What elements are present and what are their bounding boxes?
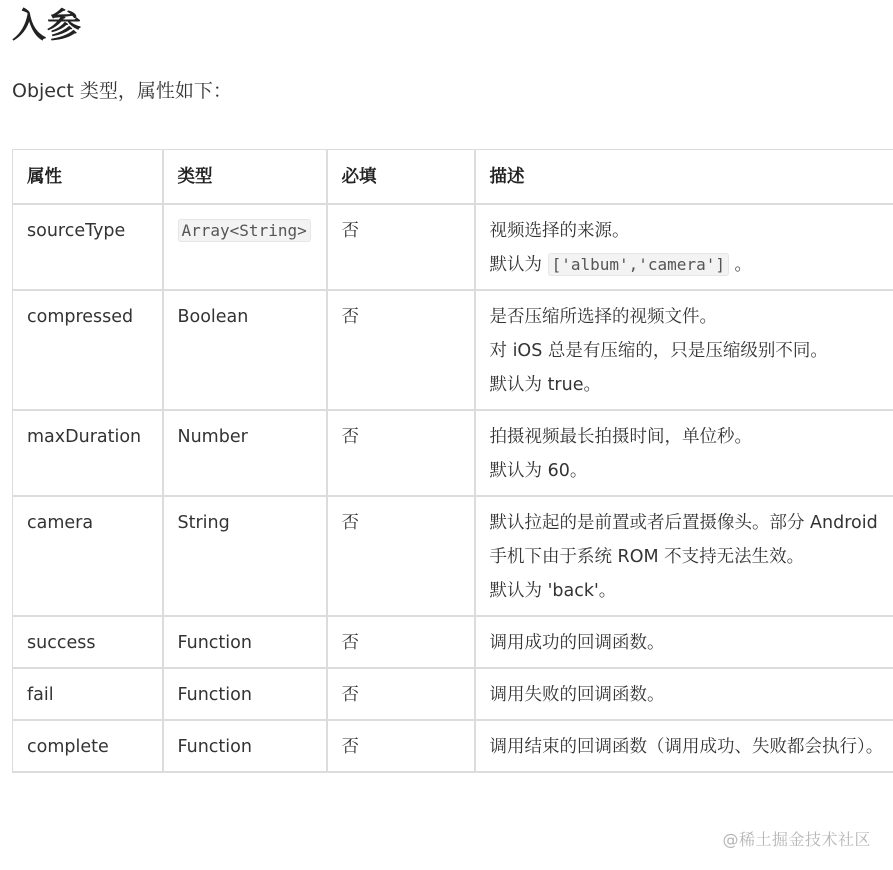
desc-line: 是否压缩所选择的视频文件。: [489, 307, 717, 327]
cell-type: Boolean: [163, 290, 327, 410]
header-required: 必填: [327, 150, 475, 205]
cell-required: 否: [327, 668, 475, 720]
desc-line: 默认为 'back'。: [489, 581, 617, 601]
table-row: [13, 290, 893, 410]
cell-required: 否: [327, 720, 475, 772]
desc-line: 默认为 true。: [489, 375, 601, 395]
cell-type: String: [163, 496, 327, 616]
default-suffix: 。: [728, 255, 753, 275]
cell-attr: maxDuration: [13, 410, 163, 496]
cell-required: 否: [327, 616, 475, 668]
page-heading: 入参: [12, 6, 82, 46]
desc-line: 调用成功的回调函数。: [489, 633, 665, 653]
cell-required: 否: [327, 290, 475, 410]
cell-attr: success: [13, 616, 163, 668]
cell-type: Function: [163, 616, 327, 668]
table-row: [13, 668, 893, 720]
cell-desc: [475, 290, 893, 410]
cell-type: Number: [163, 410, 327, 496]
table-row: [13, 204, 893, 290]
desc-line: 对 iOS 总是有压缩的，只是压缩级别不同。: [489, 341, 828, 361]
cell-type: Function: [163, 720, 327, 772]
cell-desc: [475, 496, 893, 616]
cell-attr: sourceType: [13, 204, 163, 290]
desc-default-line: [490, 248, 893, 282]
desc-line: 调用失败的回调函数。: [489, 685, 665, 705]
cell-attr: camera: [13, 496, 163, 616]
desc-line: 默认为 60。: [489, 461, 588, 481]
cell-required: 否: [327, 410, 475, 496]
desc-line: 视频选择的来源。: [489, 221, 630, 241]
table-row: [13, 616, 893, 668]
cell-desc: [475, 668, 893, 720]
cell-desc: [475, 720, 893, 772]
intro-text: Object 类型，属性如下：: [12, 80, 232, 102]
cell-required: 否: [327, 204, 475, 290]
table-row: [13, 496, 893, 616]
cell-attr: complete: [13, 720, 163, 772]
header-type: 类型: [163, 150, 327, 205]
cell-attr: compressed: [13, 290, 163, 410]
cell-type: [163, 204, 327, 290]
header-desc: 描述: [475, 150, 893, 205]
table-header-row: [13, 150, 893, 205]
desc-line: 拍摄视频最长拍摄时间，单位秒。: [489, 427, 752, 447]
desc-line: 调用结束的回调函数（调用成功、失败都会执行）。: [489, 737, 884, 757]
cell-desc: [475, 410, 893, 496]
default-code: ['album','camera']: [548, 253, 729, 276]
cell-desc: [475, 616, 893, 668]
cell-attr: fail: [13, 668, 163, 720]
watermark: @稀土掘金技术社区: [722, 830, 871, 849]
cell-type: Function: [163, 668, 327, 720]
table-row: [13, 410, 893, 496]
type-code: Array<String>: [178, 219, 311, 242]
table-row: [13, 720, 893, 772]
default-prefix: 默认为: [489, 255, 548, 275]
cell-required: 否: [327, 496, 475, 616]
desc-line: 默认拉起的是前置或者后置摄像头。部分 Android 手机下由于系统 ROM 不支持无法生效。: [489, 513, 878, 567]
cell-desc: [475, 204, 893, 290]
params-table: [12, 149, 893, 773]
header-attr: 属性: [13, 150, 163, 205]
